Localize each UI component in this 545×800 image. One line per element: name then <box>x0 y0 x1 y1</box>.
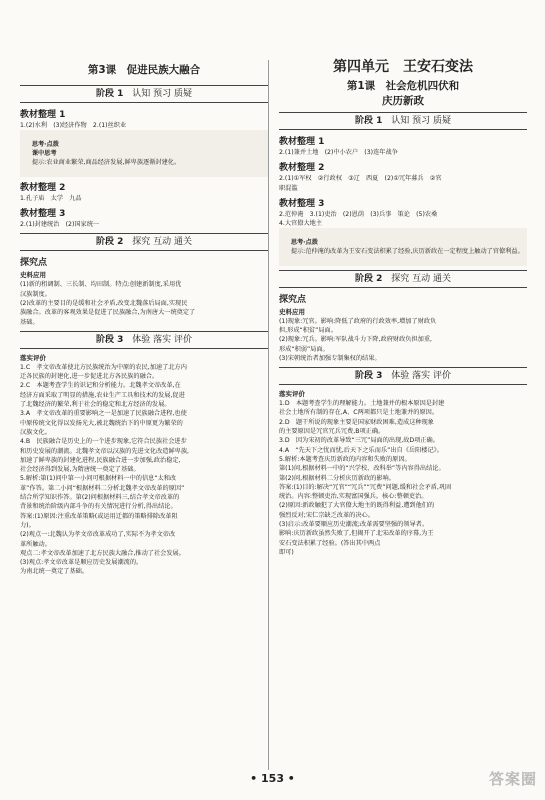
section-lines <box>279 174 527 193</box>
left-column <box>20 56 268 577</box>
stage-number: 阶段 1 <box>354 116 383 126</box>
text-line: 2.D 题干所说的现象主要是国家财政困难,造成这种现象 <box>279 418 434 426</box>
text-line: 2.C 本题考查学生的识记和分析能力。北魏孝文帝改革,在 <box>20 382 181 390</box>
section-title: 教材整理 1 <box>20 110 66 120</box>
right-column <box>279 56 527 557</box>
text-line: 5.解析:本题考查庆历新政的内容和失败的原因。 <box>279 455 411 463</box>
text-line: 2.(1)①军权 ②行政权 ③辽 西夏 (2)①冗年募兵 ②官 <box>279 175 442 183</box>
text-line: (2)现象:冗兵。影响:军队战斗力下降,政府财政负担加重, <box>279 336 432 344</box>
text-line: 1.C 孝文帝改革使北方民族统治为中原的农民,加速了北方内 <box>20 363 187 371</box>
text-line: 职混滥 <box>279 184 298 192</box>
text-line: 力)。 <box>20 521 35 529</box>
stage-number: 阶段 2 <box>354 273 383 284</box>
page-number: • 153 • <box>250 772 295 785</box>
section-title: 教材整理 2 <box>279 163 325 174</box>
text-line: 担,形成“积贫”局面。 <box>279 326 337 334</box>
lesson-subtitle: 庆历新政 <box>382 95 424 107</box>
stage-banner <box>20 331 268 349</box>
text-line: 背景和统治阶级内部斗争的有关情况进行分析,得出结论。 <box>20 503 177 511</box>
text-line: 第(2)问,根据材料二分析庆历新政的影响。 <box>279 474 395 482</box>
think-text: 提示:农业商业繁荣,商品经济发展,鲜卑族逐渐封建化。 <box>31 159 181 167</box>
eval-label: 落实评价 <box>279 390 305 399</box>
text-line: 革所触动。 <box>20 540 51 548</box>
text-line: 族融合。改革的客观效果是促进了民族融合,为南唐大一统奠定了 <box>20 309 196 317</box>
stage-banner <box>279 367 527 385</box>
text-line: (3)宋朝统治者加强专制集权的结果。 <box>279 354 381 362</box>
column-divider <box>268 60 269 770</box>
stage-label: 探究 互动 通关 <box>132 237 192 248</box>
section-title: 教材整理 3 <box>20 209 66 220</box>
stage-number: 阶段 1 <box>95 89 124 99</box>
text-line: (2)改革的主要目的是缓和社会矛盾,改变北魏落后局面,实现民 <box>20 299 188 307</box>
sub-label: 史料应用 <box>279 307 305 316</box>
text-line: 强烈反对;宋仁宗缺乏改革的决心。 <box>279 511 374 519</box>
text-line: 答案:(1)原因:注重改革策略(或运用迁都的策略排除改革阻 <box>20 512 178 520</box>
text-line: 1.孔子庙 太学 九品 <box>20 194 82 202</box>
text-line: 5.解析:第(1)问中第一小问可根据材料一中的信息“太和改 <box>20 475 177 483</box>
text-line: 安石变法积累了经验。(答出其中两点 <box>279 539 381 547</box>
think-label: 思考·点拨 <box>290 238 318 246</box>
lesson-title: 第3课 促进民族大融合 <box>87 64 201 76</box>
text-line: (3)启示:改革要顺应历史潮流;改革需要坚强的领导者。 <box>279 521 429 529</box>
text-line: 3.A 孝文帝改革的重要影响之一是加速了民族融合进程,也使 <box>20 410 187 418</box>
text-line: 2.(1)兼并土地 (2)中小农户 (3)连年战争 <box>279 149 398 156</box>
stage-label: 体验 落实 评价 <box>391 371 451 382</box>
stage-label: 探究 互动 通关 <box>391 273 451 284</box>
explore-title: 探究点 <box>279 294 307 305</box>
text-line: 和历史发展的潮流。北魏孝文帝以汉族的先进文化改造鲜卑族, <box>20 447 190 455</box>
text-line: 影响:庆历新政虽然失败了,但揭开了北宋改革的序幕,为王 <box>279 530 434 538</box>
section-lines <box>20 220 268 229</box>
explore-lines <box>279 317 527 363</box>
think-label: 思考·点拨 <box>31 140 59 148</box>
stage-label: 认知 预习 质疑 <box>132 89 192 99</box>
think-note <box>20 130 268 176</box>
text-line: (2)原因:新政触犯了大官僚大地主的既得利益,遭到他们的 <box>279 502 435 510</box>
think-text: 提示:范仲淹的改革为王安石变法积累了经验,庆历新政在一定程度上触动了官僚利益。 <box>290 248 524 256</box>
text-line: 即可) <box>279 548 294 556</box>
text-line: 结合所学知识作答。第(2)问根据材料三,结合孝文帝改革的 <box>20 494 180 502</box>
text-line: 为南北统一奠定了基础。 <box>20 568 89 576</box>
stage-number: 阶段 2 <box>95 237 124 248</box>
text-line: 1.(2)水利 (3)经济作物 2.(1)丝织业 <box>20 122 127 129</box>
think-sub: 课中思考 <box>31 149 57 157</box>
sub-label: 史料应用 <box>20 271 46 280</box>
unit-title: 第四单元 王安石变法 <box>333 59 473 75</box>
text-line: 2.(1)封建统治 (2)国家统一 <box>20 221 100 229</box>
text-line: 答案:(1)目的:解决“冗官”“冗兵”“冗费”问题,缓和社会矛盾,巩固 <box>279 483 452 491</box>
section-lines <box>279 148 527 157</box>
text-line: 加速了鲜卑族的封建化进程,民族融合进一步加强,政治稳定, <box>20 456 181 464</box>
text-line: 迁各民族的封建化,进一步促进北方各民族的融合。 <box>20 373 159 381</box>
section-title: 教材整理 2 <box>20 182 66 193</box>
stage-banner <box>20 85 268 103</box>
section-lines <box>279 210 527 229</box>
stage-label: 体验 落实 评价 <box>132 334 192 345</box>
text-line: 4.A “先天下之忧而忧,后天下之乐而乐”出自《岳阳楼记》。 <box>279 446 443 454</box>
text-line: 4.大官僚大地主 <box>279 220 323 228</box>
eval-lines <box>20 363 268 577</box>
text-line: 汉族制度。 <box>20 290 51 298</box>
text-line: 观点二:孝文帝改革加速了北方民族大融合,推动了社会发展。 <box>20 549 185 557</box>
text-line: 经济方面采取了明显的措施,农业生产工具和技术的发展,促进 <box>20 391 185 399</box>
text-line: 中原传统文化得以发扬光大,被北魏统治下的中原更为繁荣的 <box>20 419 183 427</box>
text-line: 基础。 <box>20 318 39 326</box>
section-title: 教材整理 1 <box>279 137 325 147</box>
stage-banner <box>279 270 527 288</box>
text-line: (3)观点:孝文帝改革是顺应历史发展潮流的。 <box>20 559 143 567</box>
stage-banner <box>279 112 527 130</box>
text-line: 1.D 本题考查学生的理解能力。土地兼并的根本原因是封建 <box>279 400 445 408</box>
stage-number: 阶段 3 <box>354 371 383 382</box>
text-line: 3.D 因为宋初的改革导致“三冗”局面的出现,故D项正确。 <box>279 437 439 445</box>
text-line: (1)新的租调制、三长制、均田制。特点:创建新制度,采用优 <box>20 281 182 289</box>
stage-number: 阶段 3 <box>95 334 124 345</box>
text-line: 汉族文化。 <box>20 428 51 436</box>
explore-title: 探究点 <box>20 258 48 269</box>
text-line: (1)现象:冗官。影响:降低了政府的行政效率,增加了财政负 <box>279 317 437 325</box>
text-line: 4.B 民族融合是历史上的一个进步现象,它符合民族社会进步 <box>20 438 187 446</box>
text-line: 统治。内容:整顿吏治,实现富国强兵。核心:整顿吏治。 <box>279 493 428 501</box>
text-line: (2)观点一:北魏认为孝文帝改革成功了,实际不为孝文帝改 <box>20 531 176 539</box>
text-line: 了北魏经济的繁荣,利于社会的稳定和北方经济的发展。 <box>20 401 171 409</box>
text-line: 第(1)问,根据材料一中的“兴学校、改科举”等内容得出结论。 <box>279 465 445 473</box>
section-lines <box>20 194 268 203</box>
text-line: 革”作答。第二小问“根据材料二分析北魏孝文帝改革的原因” <box>20 484 185 492</box>
eval-lines <box>279 399 527 557</box>
lesson-title: 第1课 社会危机四伏和 <box>346 80 460 92</box>
eval-label: 落实评价 <box>20 353 46 362</box>
text-line: 社会经济得到发展,为隋唐统一奠定了基础。 <box>20 466 140 474</box>
think-note <box>279 228 527 265</box>
text-line: 形成“积弱”局面。 <box>279 345 329 353</box>
stage-banner <box>20 233 268 251</box>
stage-label: 认知 预习 质疑 <box>391 116 451 126</box>
section-title: 教材整理 3 <box>279 198 325 209</box>
watermark-logo: 答案圈 <box>488 770 537 788</box>
text-line: 的主要原因是冗官冗兵冗费,B项正确。 <box>279 428 385 436</box>
text-line: 社会土地所有制的存在,A、C两项都只是土地兼并的原因。 <box>279 409 439 417</box>
explore-lines <box>20 280 268 326</box>
section-lines <box>20 121 268 130</box>
text-line: 2.范仲淹 3.(1)吏治 (2)恩荫 (3)兵事 策论 (5)农桑 <box>279 210 438 218</box>
